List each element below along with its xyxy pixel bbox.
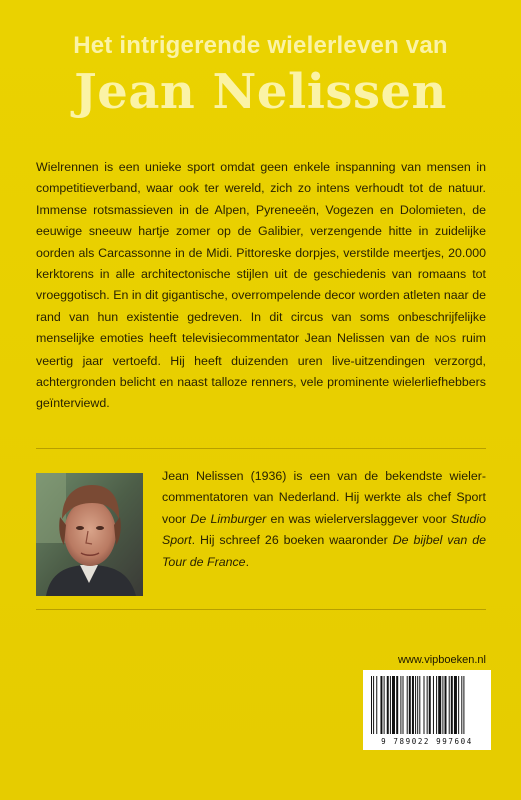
barcode-bars: [363, 670, 491, 738]
blurb-part-1: Wielrennen is een unieke sport omdat geen enkele inspanning van mensen in competitieverband, waar ook ter wereld, zich zo intens verhoudt tot de natuur. Immense rotsmassieven in de Alpen, Pyreneeën, Vogezen en Dolomieten, de eeuwige sneeuw hartje zomer op de Galibier, verzengende hitte in zuidelijke oorden als Carcassonne in de Midi. Pittoreske dorpjes, verstilde meertjes, 20.000 kerktorens in alle architectonische stijlen uit de geschiedenis van romaans tot vroeggotisch. En in dit gigantische, overrompelende decor worden atleten naar de rand van hun existentie gedreven. In dit circus van soms onbeschrijfelijke menselijke emoties heeft televisiecommentator Jean Nelissen van de: [36, 160, 486, 346]
barcode-bar: [451, 676, 453, 734]
blurb-part-2: ruim veertig jaar vertoefd. Hij heeft duizenden uren live-uitzendingen verzorgd, achtergronden belicht en naast talloze renners, vele prominente wielerliefhebbers geïnterviewd.: [36, 331, 486, 411]
author-bio: [162, 466, 486, 573]
barcode-bar: [436, 676, 437, 734]
bio-text-2: en was wielerverslaggever voor: [266, 511, 451, 526]
bio-program: Studio Sport: [162, 511, 486, 548]
barcode-bar: [419, 676, 420, 734]
barcode-bar: [449, 676, 450, 734]
barcode-bar: [438, 676, 441, 734]
author-portrait-image: [36, 473, 143, 596]
blurb-nos: NOS: [434, 334, 457, 346]
barcode-bar: [387, 676, 389, 734]
cover-subtitle: Het intrigerende wielerleven van: [73, 32, 448, 59]
barcode-bar: [417, 676, 418, 734]
barcode-bar: [373, 676, 374, 734]
barcode-bar: [463, 676, 464, 734]
barcode-bar: [380, 676, 382, 734]
barcode-bar: [409, 676, 411, 734]
blurb-text: [36, 157, 486, 415]
barcode-bar: [371, 676, 372, 734]
barcode-bar: [376, 676, 377, 734]
cover-title: Jean Nelissen: [74, 64, 447, 120]
barcode-bar: [442, 676, 443, 734]
bio-text-3: . Hij schreef 26 boeken waaronder: [191, 533, 393, 548]
barcode-bar: [461, 676, 462, 734]
barcode-bar: [403, 676, 404, 734]
barcode-bar: [390, 676, 391, 734]
bio-text-1: Jean Nelissen (1936) is een van de bekendste wieler-commentatoren van Nederland. Hij werkte als chef Sport voor: [162, 469, 486, 526]
barcode-bar: [415, 676, 416, 734]
barcode-bar: [384, 676, 385, 734]
barcode-bar: [400, 676, 401, 734]
publisher-url: www.vipboeken.nl: [397, 654, 486, 666]
bio-book: De bijbel van de Tour de France: [162, 533, 486, 569]
barcode-bar: [433, 676, 434, 734]
barcode-bar: [412, 676, 414, 734]
isbn-number: 9 789022 997604: [381, 737, 473, 746]
barcode-bar: [407, 676, 408, 734]
author-photo: [36, 473, 143, 596]
barcode-bar: [445, 676, 447, 734]
barcode-bar: [427, 676, 428, 734]
bio-text-4: .: [245, 554, 250, 569]
barcode-bar: [458, 676, 459, 734]
barcode-bar: [392, 676, 395, 734]
bio-newspaper: De Limburger: [190, 511, 267, 526]
divider-bottom: [36, 609, 486, 610]
barcode-bar: [429, 676, 431, 734]
barcode-bar: [454, 676, 457, 734]
barcode-bar: [396, 676, 398, 734]
divider-top: [36, 448, 486, 449]
barcode-bar: [424, 676, 425, 734]
